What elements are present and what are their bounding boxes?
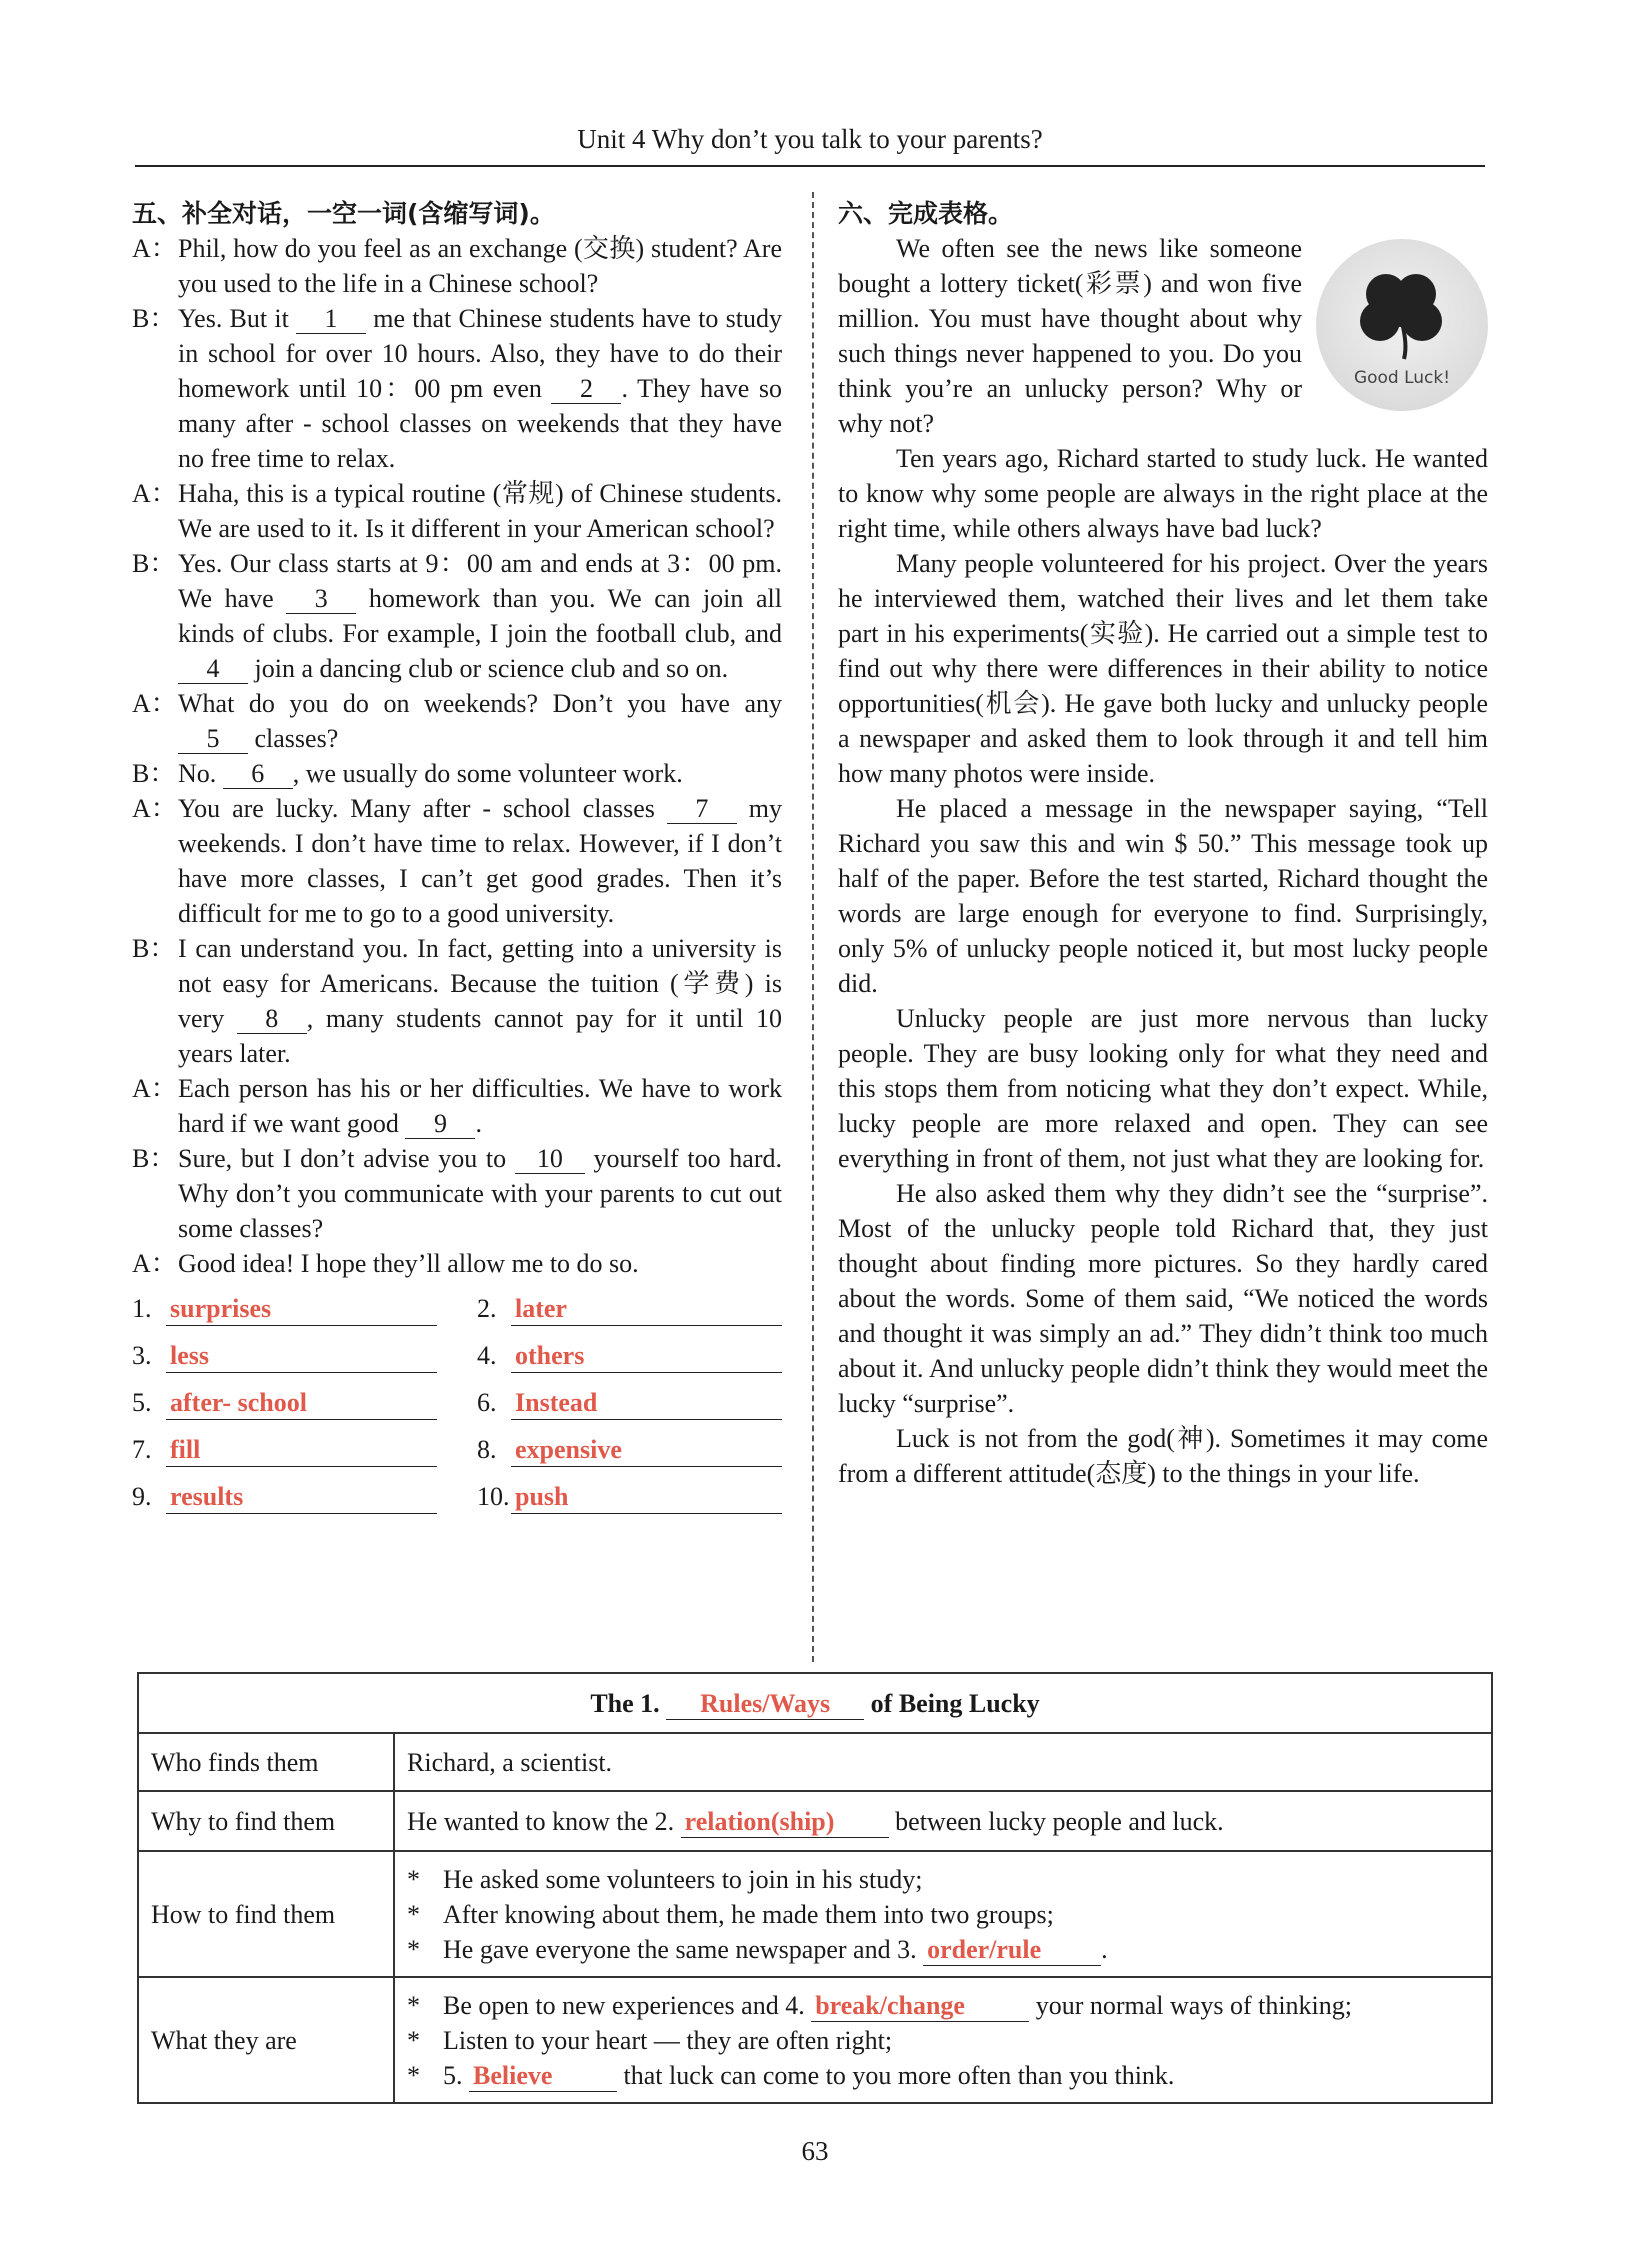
right-column [838, 196, 1488, 1491]
answer-value: less [166, 1338, 437, 1373]
what-item-3-pre: 5. [443, 2060, 469, 2090]
text-run: my weekends. I don’t have time to relax. However, if I don’t have more classes, I can’t get good grades. Then it’s difficult for me to go to a good university. [178, 794, 782, 928]
how-item-2: After knowing about them, he made them into two groups; [443, 1899, 1054, 1929]
answer-item [132, 1291, 437, 1326]
answer-2: relation(ship) [684, 1806, 835, 1836]
blank-4 [811, 1991, 1029, 2022]
blank-1 [666, 1689, 864, 1720]
left-column [132, 196, 782, 1514]
what-item-1-pre: Be open to new experiences and 4. [443, 1990, 812, 2020]
answer-item [477, 1432, 782, 1467]
passage-paragraph: He placed a message in the newspaper saying, “Tell Richard you saw this and win $ 50.” This message took up half of the paper. Before the test started, Richard thought the words are large enough for everyone to find. Surprisingly, only 5% of unlucky people noticed it, but most lucky people did. [838, 794, 1488, 998]
table-title-post: of Being Lucky [864, 1688, 1040, 1718]
text-run: Haha, this is a typical routine (常规) of Chinese students. We are used to it. Is it different in your American school? [178, 479, 782, 543]
speaker-label: A： [132, 689, 177, 718]
speaker-label: A： [132, 1074, 177, 1103]
answer-value: others [511, 1338, 782, 1373]
answer-value: expensive [511, 1432, 782, 1467]
row-label-how: How to find them [138, 1851, 394, 1977]
dialogue-text [178, 546, 782, 686]
row-value-why [394, 1791, 1492, 1851]
speaker-label: B： [132, 549, 176, 578]
table-row [138, 1851, 1492, 1977]
answer-number: 8. [477, 1435, 497, 1464]
dialogue-turn [132, 931, 782, 1071]
blank-5 [469, 2061, 617, 2092]
answer-item [477, 1291, 782, 1326]
answer-number: 6. [477, 1388, 497, 1417]
answer-value: after- school [166, 1385, 437, 1420]
answer-value: later [511, 1291, 782, 1326]
row-value-what [394, 1977, 1492, 2103]
dialogue-text [178, 476, 782, 546]
blank-number: 10 [515, 1145, 585, 1174]
text-run: yourself too hard. Why don’t you communicate with your parents to cut out some classes? [178, 1144, 782, 1243]
dialogue [132, 231, 782, 1281]
answer-number: 4. [477, 1341, 497, 1370]
text-run: Yes. Our class starts at 9：00 am and ends at 3：00 pm. We have [178, 549, 782, 613]
passage-paragraph: He also asked them why they didn’t see the “surprise”. Most of the unlucky people told Richard that, they just thought about finding more pictures. So they hardly cared about the words. Some of them said, “We noticed the words and thought it was simply an ad.” They didn’t think too much about it. And unlucky people didn’t think they would meet the lucky “surprise”. [838, 1179, 1488, 1418]
list-item [407, 1862, 1479, 1897]
list-item [407, 2023, 1479, 2058]
image-caption: Good Luck! [1353, 368, 1451, 388]
dialogue-turn [132, 546, 782, 686]
how-item-3-pre: He gave everyone the same newspaper and 3. [443, 1934, 924, 1964]
blank-number: 1 [296, 305, 366, 334]
blank-3 [923, 1935, 1101, 1966]
answer-4: break/change [815, 1990, 965, 2020]
how-item-1: He asked some volunteers to join in his study; [443, 1864, 923, 1894]
passage-paragraph: Unlucky people are just more nervous than lucky people. They are busy looking only for what they need and this stops them from noticing what they don’t expect. While, lucky people are more relaxed and open. They can see everything in front of them, not just what they are looking for. [838, 1004, 1488, 1173]
bullet-star: * [407, 1899, 420, 1929]
table-title-pre: The 1. [590, 1688, 667, 1718]
answer-value: fill [166, 1432, 437, 1467]
speaker-label: A： [132, 234, 177, 263]
blank-number: 4 [178, 655, 248, 684]
bullet-star: * [407, 2025, 420, 2055]
blank-number: 3 [286, 585, 356, 614]
dialogue-text [178, 1071, 782, 1141]
blank-number: 6 [223, 760, 293, 789]
text-run: , we usually do some volunteer work. [292, 759, 683, 788]
answer-value: results [166, 1479, 437, 1514]
text-run: Sure, but I don’t advise you to [178, 1144, 515, 1173]
answer-5: Believe [473, 2060, 553, 2090]
list-item [407, 1897, 1479, 1932]
row-label-who: Who finds them [138, 1733, 394, 1791]
dialogue-text [178, 1141, 782, 1246]
answer-number: 9. [132, 1482, 152, 1511]
text-run: , many students cannot pay for it until 10 years later. [178, 1004, 783, 1068]
column-divider [812, 192, 814, 1662]
section-six-title: 六、完成表格。 [838, 199, 1014, 228]
text-run: You are lucky. Many after - school classes [178, 794, 667, 823]
speaker-label: A： [132, 1249, 177, 1278]
list-item [407, 2058, 1479, 2093]
dialogue-text [178, 231, 782, 301]
bullet-star: * [407, 1934, 420, 1964]
answer-number: 3. [132, 1341, 152, 1370]
row-label-what: What they are [138, 1977, 394, 2103]
dialogue-text [178, 301, 782, 476]
answer-3: order/rule [927, 1934, 1042, 1964]
text-run: Yes. But it [178, 304, 297, 333]
passage-paragraph: Ten years ago, Richard started to study luck. He wanted to know why some people are always in the right place at the right time, while others always have bad luck? [838, 444, 1488, 543]
text-run: homework than you. We can join all kinds of clubs. For example, I join the football club, and [178, 584, 782, 648]
dialogue-turn [132, 231, 782, 301]
answer-number: 10. [477, 1482, 510, 1511]
speaker-label: A： [132, 794, 177, 823]
dialogue-turn [132, 791, 782, 931]
dialogue-turn [132, 476, 782, 546]
dialogue-turn [132, 686, 782, 756]
header-rule [135, 165, 1485, 167]
passage-paragraph: Luck is not from the god(神). Sometimes it may come from a different attitude(态度) to the things in your life. [838, 1424, 1488, 1488]
text-run: No. [178, 759, 223, 788]
answer-value: Instead [511, 1385, 782, 1420]
dialogue-turn [132, 1246, 782, 1281]
passage-paragraph: We often see the news like someone bought a lottery ticket(彩票) and won five million. You must have thought about why such things never happened to you. Do you think you’re an unlucky person? Why or why not? [838, 234, 1302, 438]
dialogue-text [178, 1246, 782, 1281]
blank-2 [681, 1807, 889, 1838]
text-run: What do you do on weekends? Don’t you have any [178, 689, 782, 718]
dialogue-text [178, 791, 782, 931]
what-item-3-post: that luck can come to you more often than you think. [617, 2060, 1175, 2090]
speaker-label: B： [132, 1144, 176, 1173]
page-number: 63 [801, 2136, 829, 2166]
dialogue-text [178, 686, 782, 756]
answer-item [132, 1432, 437, 1467]
passage-paragraph: Many people volunteered for his project. Over the years he interviewed them, watched their lives and let them take part in his experiments(实验). He carried out a simple test to find out why there were differences in their ability to notice opportunities(机会). He gave both lucky and unlucky people a newspaper and asked them to look through it and tell him how many photos were inside. [838, 549, 1488, 788]
bullet-star: * [407, 1990, 420, 2020]
blank-number: 7 [667, 795, 737, 824]
why-text-pre: He wanted to know the 2. [407, 1806, 681, 1836]
dialogue-turn [132, 1071, 782, 1141]
answer-number: 7. [132, 1435, 152, 1464]
list-item [407, 1988, 1479, 2023]
answer-number: 5. [132, 1388, 152, 1417]
answer-item [132, 1479, 437, 1514]
row-label-why: Why to find them [138, 1791, 394, 1851]
dialogue-text [178, 931, 782, 1071]
section-five-title: 五、补全对话，一空一词(含缩写词)。 [132, 199, 555, 228]
how-item-3-post: . [1101, 1934, 1108, 1964]
text-run: Each person has his or her difficulties. We have to work hard if we want good [178, 1074, 782, 1138]
speaker-label: A： [132, 479, 177, 508]
answer-key [132, 1291, 782, 1514]
answer-item [477, 1479, 782, 1514]
why-text-post: between lucky people and luck. [888, 1806, 1224, 1836]
dialogue-turn [132, 756, 782, 791]
summary-table [137, 1672, 1493, 2104]
list-item [407, 1932, 1479, 1967]
good-luck-image [1316, 239, 1488, 411]
speaker-label: B： [132, 934, 176, 963]
answer-item [477, 1385, 782, 1420]
table-row [138, 1977, 1492, 2103]
blank-number: 9 [405, 1110, 475, 1139]
text-run: . [475, 1109, 482, 1138]
answer-value: surprises [166, 1291, 437, 1326]
row-value-who: Richard, a scientist. [394, 1733, 1492, 1791]
blank-number: 2 [551, 375, 621, 404]
blank-number: 8 [237, 1005, 307, 1034]
answer-1: Rules/Ways [700, 1688, 831, 1718]
text-run: me that Chinese students have to study in school for over 10 hours. Also, they have to do their homework until 10：00 pm even [178, 304, 782, 403]
text-run: join a dancing club or science club and so on. [248, 654, 729, 683]
answer-number: 1. [132, 1294, 152, 1323]
bullet-star: * [407, 2060, 420, 2090]
dialogue-turn [132, 1141, 782, 1246]
dialogue-turn [132, 301, 782, 476]
text-run: . They have so many after - school classes on weekends that they have no free time to relax. [178, 374, 782, 473]
text-run: Good idea! I hope they’ll allow me to do so. [178, 1249, 639, 1278]
blank-number: 5 [178, 725, 248, 754]
speaker-label: B： [132, 304, 176, 333]
text-run: I can understand you. In fact, getting into a university is not easy for Americans. Because the tuition (学费) is very [178, 934, 782, 1033]
text-run: classes? [248, 724, 339, 753]
answer-item [132, 1385, 437, 1420]
table-row [138, 1733, 1492, 1791]
answer-value: push [511, 1479, 782, 1514]
text-run: Phil, how do you feel as an exchange (交换) student? Are you used to the life in a Chinese school? [178, 234, 782, 298]
answer-item [477, 1338, 782, 1373]
speaker-label: B： [132, 759, 176, 788]
what-item-1-post: your normal ways of thinking; [1029, 1990, 1352, 2020]
row-value-how [394, 1851, 1492, 1977]
reading-passage [838, 231, 1488, 1491]
answer-item [132, 1338, 437, 1373]
table-title [138, 1673, 1492, 1733]
answer-number: 2. [477, 1294, 497, 1323]
running-header: Unit 4 Why don’t you talk to your parents? [577, 124, 1043, 154]
what-item-2: Listen to your heart — they are often right; [443, 2025, 893, 2055]
table-row [138, 1791, 1492, 1851]
bullet-star: * [407, 1864, 420, 1894]
dialogue-text [178, 756, 782, 791]
